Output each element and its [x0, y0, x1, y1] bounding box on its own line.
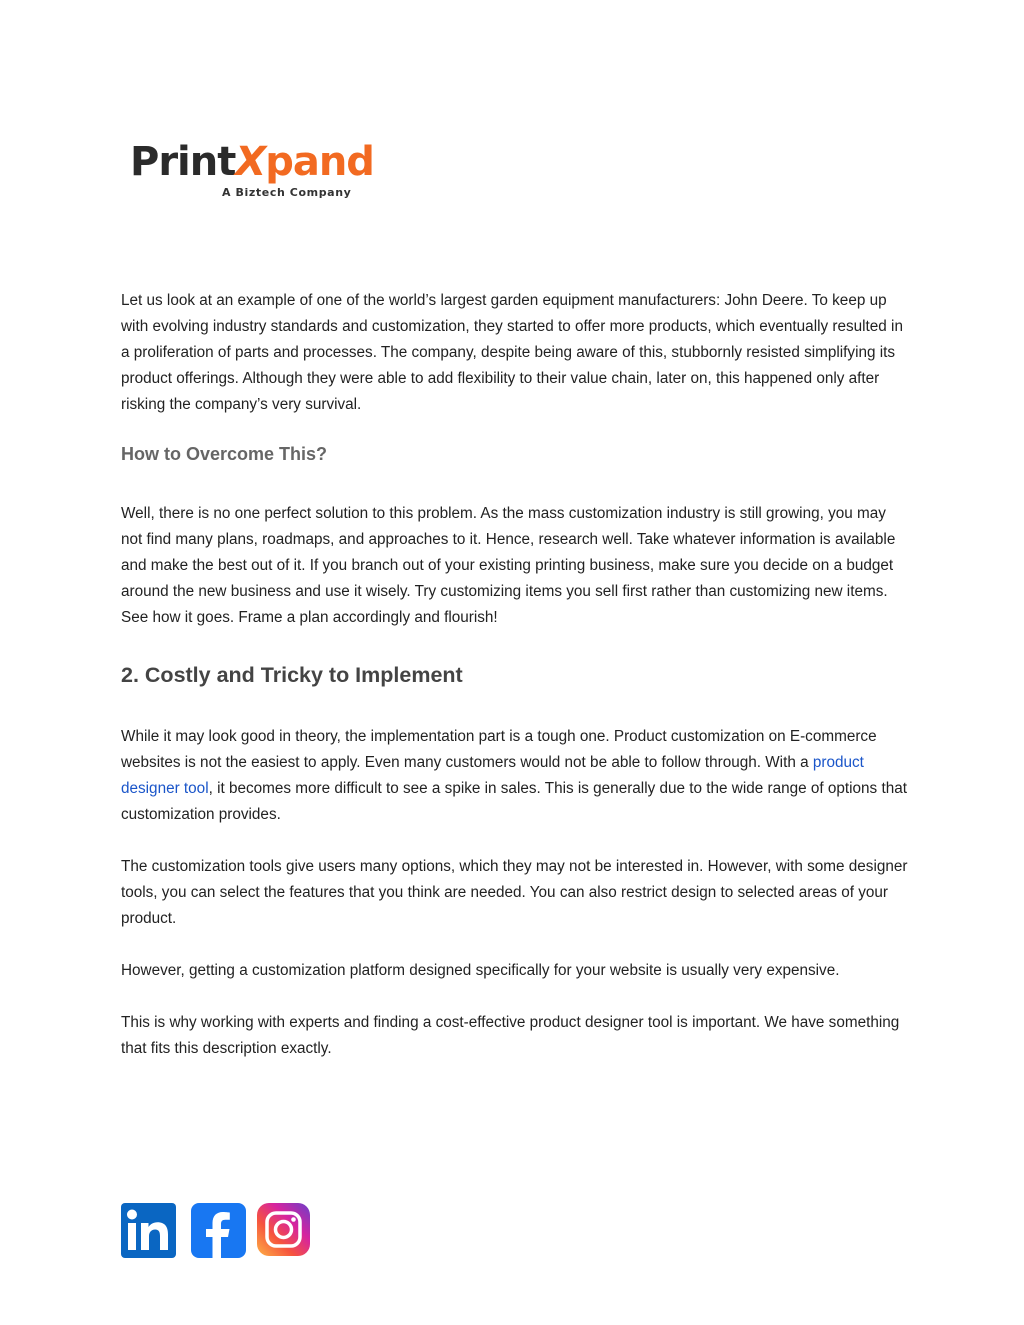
- facebook-glyph: [191, 1203, 246, 1258]
- heading-how-to-overcome: How to Overcome This?: [121, 444, 328, 464]
- paragraph-solution: Well, there is no one perfect solution to this problem. As the mass customization industry is still growing, you may not find many plans, roadmaps, and approaches to it. Hence, research well. Take whatever information is available and make the best out of it. If you branch out of your existing printing business, make sure you decide on a budget around the new business and use it wisely. Try customizing items you sell first rather than customizing new items. See how it goes. Frame a plan accordingly and flourish!: [121, 505, 896, 626]
- instagram-glyph: [257, 1203, 310, 1256]
- logo-wordmark: PrintXpand: [130, 139, 374, 185]
- linkedin-icon[interactable]: [121, 1203, 176, 1258]
- heading-costly-tricky: 2. Costly and Tricky to Implement: [121, 663, 463, 687]
- paragraph-expensive: However, getting a customization platform designed specifically for your website is usually very expensive.: [121, 962, 840, 979]
- product-designer-tool-link[interactable]: product designer tool: [121, 754, 864, 797]
- linkedin-glyph: [121, 1203, 176, 1258]
- paragraph-experts: This is why working with experts and finding a cost-effective product designer tool is important. We have something that fits this description exactly.: [121, 1014, 900, 1057]
- instagram-icon[interactable]: [257, 1203, 310, 1256]
- paragraph-implementation: While it may look good in theory, the implementation part is a tough one. Product customization on E-commerce websites is not the easiest to apply. Even many customers would not be able to follow through. With a product designer tool, it becomes more difficult to see a spike in sales. This is generally due to the wide range of options that customization provides.: [121, 728, 907, 823]
- logo-tagline: A Biztech Company: [222, 186, 352, 199]
- printxpand-logo: [130, 139, 374, 210]
- article-body: [121, 288, 911, 1062]
- paragraph-customization-tools: The customization tools give users many options, which they may not be interested in. However, with some designer tools, you can select the features that you think are needed. You can also restrict design to selected areas of your product.: [121, 858, 908, 927]
- paragraph-john-deere: Let us look at an example of one of the world’s largest garden equipment manufacturers: John Deere. To keep up with evolving industry standards and customization, they started to offer more products, which eventually resulted in a proliferation of parts and processes. The company, despite being aware of this, stubbornly resisted simplifying its product offerings. Although they were able to add flexibility to their value chain, later on, this happened only after risking the company’s very survival.: [121, 292, 903, 413]
- facebook-icon[interactable]: [191, 1203, 246, 1258]
